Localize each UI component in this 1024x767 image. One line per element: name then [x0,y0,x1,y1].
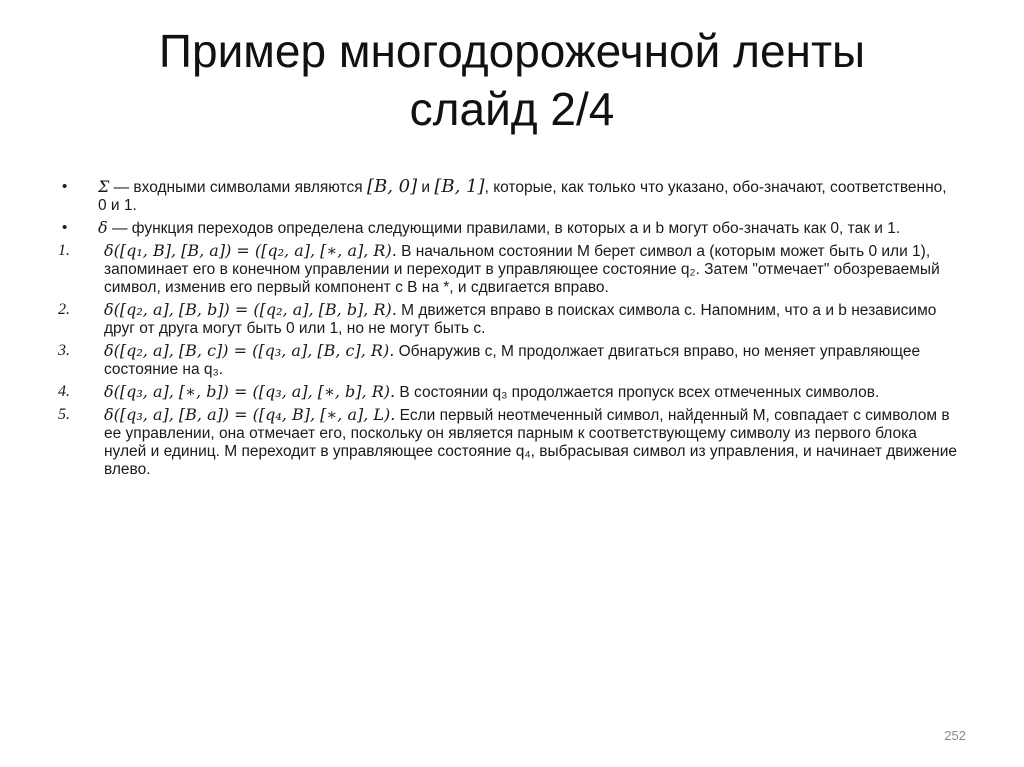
rule-number: 2. [58,301,70,318]
sigma-symbol: Σ [98,177,110,196]
math-symbol-pair: [B, 1] [434,176,485,197]
math-symbol-pair: [B, 0] [366,176,418,197]
slide-body [58,178,958,483]
bullet-item-delta [58,219,958,238]
rule-text [104,242,958,297]
rule-number: 3. [58,342,70,359]
rule-item-3 [58,342,958,379]
rule-text [104,383,958,402]
bullet-text-part: — функция переходов определена следующими правилами, в которых a и b могут обо-значать как 0, так и 1. [107,220,901,237]
rule-text [104,342,958,379]
bullet-marker: • [62,178,68,195]
rule-description: Если первый неотмеченный символ, найденный M, совпадает с символом в ее управлении, она отмечает его, поскольку он является парным к соответствующему символу из первого блока нулей и единиц. M переходит в управляющее состояние q₄, выбрасывая символ из управления, и начинает движение влево. [104,407,958,478]
transition-formula: δ([q₃, a], [∗, b]) = ([q₃, a], [∗, b], R). [104,382,396,401]
rule-number: 4. [58,383,70,400]
transition-formula: δ([q₂, a], [B, b]) = ([q₂, a], [B, b], R). [104,300,397,319]
rule-item-5 [58,406,958,479]
slide-title [40,22,984,138]
bullet-text-part: , которые, как только что указано, обо-значают, соответственно, 0 и 1. [98,179,947,214]
bullet-text [98,219,958,238]
bullet-text-part: — входными символами являются [109,179,367,196]
rule-item-2 [58,301,958,338]
page-number: 252 [944,728,966,743]
rule-text [104,406,958,479]
rule-description: Обнаружив c, M продолжает двигаться вправо, но меняет управляющее состояние на q₃. [104,343,921,378]
delta-symbol: δ [98,218,108,237]
rule-description: В начальном состоянии M берет символ a (которым может быть 0 или 1), запоминает его в конечном управлении и переходит в управляющее состояние q₂. Затем "отмечает" обозреваемый символ, изменив его первый компонент с B на *, и сдвигается вправо. [104,243,940,296]
rule-item-1 [58,242,958,297]
rule-number: 1. [58,242,70,259]
bullet-text [98,178,958,215]
rule-description: В состоянии q₃ продолжается пропуск всех отмеченных символов. [395,384,880,401]
rule-item-4 [58,383,958,402]
slide-title-line-2: слайд 2/4 [409,83,615,135]
rule-description: M движется вправо в поисках символа c. Напомним, что a и b независимо друг от друга могут быть 0 или 1, но не могут быть с. [104,302,937,337]
slide-title-line-1: Пример многодорожечной ленты [158,25,866,77]
bullet-item-sigma [58,178,958,215]
bullet-text-part: и [417,179,435,196]
transition-formula: δ([q₃, a], [B, a]) = ([q₄, B], [∗, a], L). [104,405,396,424]
bullet-marker: • [62,219,68,236]
transition-formula: δ([q₁, B], [B, a]) = ([q₂, a], [∗, a], R). [104,241,397,260]
transition-formula: δ([q₂, a], [B, c]) = ([q₃, a], [B, c], R). [104,341,395,360]
rule-number: 5. [58,406,70,423]
rule-text [104,301,958,338]
